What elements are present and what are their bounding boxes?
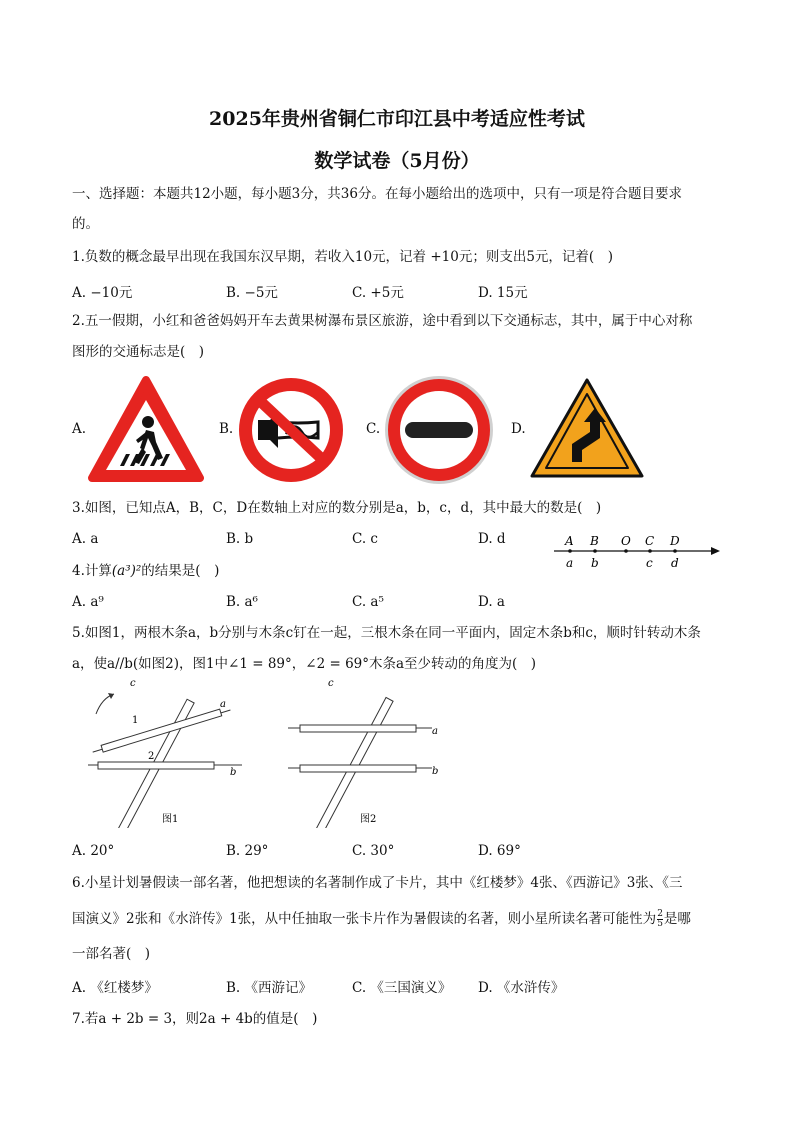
figure-2-parallel-sticks — [284, 676, 454, 828]
section-heading-line2: 的。 — [72, 216, 99, 232]
fig1-label-b: b — [230, 767, 237, 778]
axis-label-O: O — [621, 534, 631, 548]
q5-option-a: A. 20° — [72, 843, 115, 859]
q3-option-a: A. a — [72, 531, 99, 547]
q2-label-d: D. — [511, 421, 526, 437]
q6-option-d: D. 《水浒传》 — [478, 980, 565, 996]
q6-stem-line1: 6.小星计划暑假读一部名著，他把想读的名著制作成了卡片，其中《红楼梦》4张、《西游记》3张、《三 — [72, 875, 683, 891]
q5-option-b: B. 29° — [226, 843, 269, 859]
fig2-label-b: b — [432, 766, 439, 777]
q1-option-b: B. −5元 — [226, 285, 278, 301]
q6-stem-line3: 一部名著( ) — [72, 946, 151, 962]
q7-stem: 7.若a + 2b = 3，则2a + 4b的值是( ) — [72, 1011, 318, 1027]
axis-value-b: b — [591, 556, 599, 570]
q6-stem-line2 — [72, 909, 691, 929]
q5-option-c: C. 30° — [352, 843, 395, 859]
q6-fraction-numerator: 2 — [657, 909, 663, 919]
q1-option-d: D. 15元 — [478, 285, 528, 301]
q4-stem-expression: (a³)² — [111, 563, 142, 579]
q4-stem-suffix: 的结果是( ) — [141, 563, 220, 579]
q5-option-d: D. 69° — [478, 843, 521, 859]
fig1-angle-1: 1 — [132, 715, 139, 726]
q1-option-a: A. −10元 — [72, 285, 133, 301]
q6-option-b: B. 《西游记》 — [226, 980, 313, 996]
axis-value-a: a — [566, 556, 574, 570]
axis-label-C: C — [645, 534, 655, 548]
figure-1-rotating-sticks — [84, 676, 254, 828]
exam-subtitle: 数学试卷（5月份） — [314, 150, 480, 172]
axis-label-D: D — [670, 534, 680, 548]
q6-fraction-denominator: 5 — [657, 919, 663, 929]
winding-road-sign-icon — [528, 376, 646, 480]
q4-stem-prefix: 4.计算 — [72, 563, 112, 579]
fig2-label-a: a — [432, 726, 438, 737]
axis-value-c: c — [646, 556, 653, 570]
q2-stem-line1: 2.五一假期，小红和爸爸妈妈开车去黄果树瀑布景区旅游，途中看到以下交通标志，其中，属于中心对称 — [72, 313, 693, 329]
q3-option-c: C. c — [352, 531, 378, 547]
fig1-caption: 图1 — [162, 814, 179, 825]
axis-value-d: d — [671, 556, 679, 570]
q6-stem-line2-b: 是哪 — [663, 911, 691, 927]
q6-option-c: C. 《三国演义》 — [352, 980, 452, 996]
exam-title: 2025年贵州省铜仁市印江县中考适应性考试 — [209, 108, 585, 130]
q3-stem: 3.如图，已知点A，B，C，D在数轴上对应的数分别是a，b，c，d，其中最大的数是( ) — [72, 500, 602, 516]
q6-fraction — [657, 910, 663, 929]
q3-option-b: B. b — [226, 531, 254, 547]
q4-option-c: C. a⁵ — [352, 594, 384, 610]
no-horn-sign-icon — [234, 374, 348, 486]
q2-label-c: C. — [366, 421, 381, 437]
axis-label-B: B — [590, 534, 599, 548]
q6-option-a: A. 《红楼梦》 — [72, 980, 158, 996]
fig2-caption: 图2 — [360, 814, 377, 825]
fig1-label-c: c — [130, 678, 136, 689]
fig2-label-c: c — [328, 678, 334, 689]
q5-stem-line1: 5.如图1，两根木条a，b分别与木条c钉在一起，三根木条在同一平面内，固定木条b和c，顺时针转动木条 — [72, 625, 701, 641]
q2-stem-line2: 图形的交通标志是( ) — [72, 344, 205, 360]
section-heading-line1: 一、选择题：本题共12小题，每小题3分，共36分。在每小题给出的选项中，只有一项是符合题目要求 — [72, 186, 682, 202]
q3-option-d: D. d — [478, 531, 506, 547]
q1-option-c: C. +5元 — [352, 285, 404, 301]
no-entry-sign-icon — [382, 374, 496, 486]
fig1-label-a: a — [220, 699, 226, 710]
number-line-figure — [550, 530, 726, 574]
q4-stem — [72, 561, 219, 581]
axis-label-A: A — [565, 534, 574, 548]
fig1-angle-2: 2 — [148, 751, 155, 762]
q4-option-b: B. a⁶ — [226, 594, 258, 610]
q5-stem-line2: a，使a//b(如图2)，图1中∠1 = 89°，∠2 = 69°木条a至少转动的角度为( ) — [72, 656, 537, 672]
q1-stem: 1.负数的概念最早出现在我国东汉早期，若收入10元，记着 +10元；则支出5元，记着( ) — [72, 249, 613, 265]
q2-label-b: B. — [219, 421, 234, 437]
q4-option-d: D. a — [478, 594, 505, 610]
q4-option-a: A. a⁹ — [72, 594, 104, 610]
pedestrian-crossing-sign-icon — [86, 374, 206, 486]
q6-stem-line2-a: 国演义》2张和《水浒传》1张，从中任抽取一张卡片作为暑假读的名著，则小星所读名著可能性为 — [72, 911, 657, 927]
q2-label-a: A. — [72, 421, 87, 437]
